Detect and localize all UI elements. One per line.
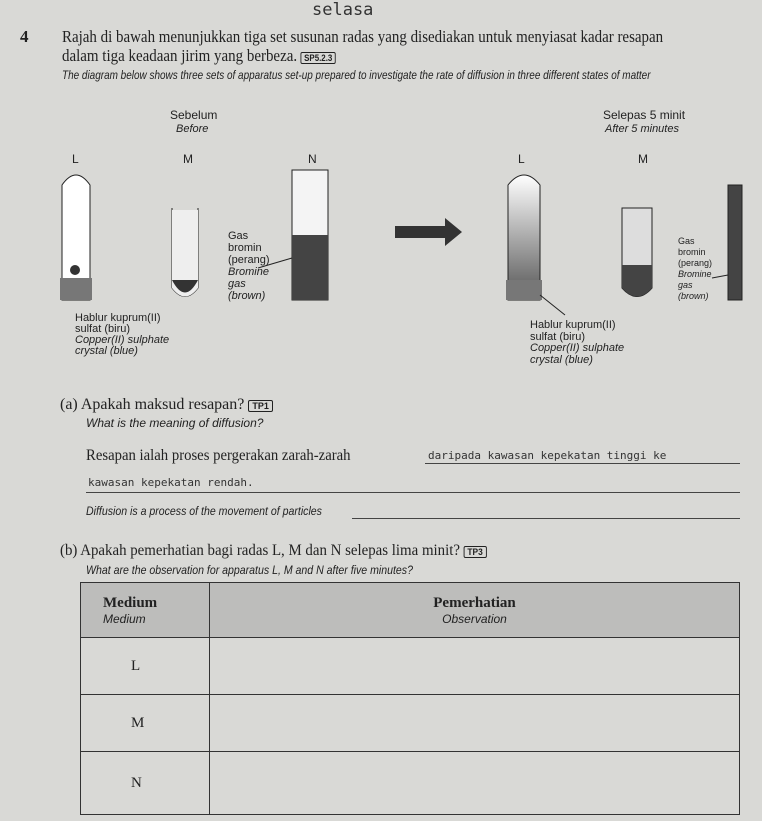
question-line2: dalam tiga keadaan jirim yang berbeza. xyxy=(62,46,298,65)
table-row: M xyxy=(81,695,740,752)
observation-cell-N[interactable] xyxy=(210,752,740,815)
after-label: Selepas 5 minit xyxy=(603,108,686,122)
label-L-before: L xyxy=(72,152,79,166)
question-english: The diagram below shows three sets of apparatus set-up prepared to investigate the rate of diffusion in three different states of matter xyxy=(62,68,651,82)
gas-label-before: Gas bromin (perang) Bromine gas (brown) xyxy=(228,230,270,302)
sp-badge: SP5.2.3 xyxy=(301,52,336,64)
before-en: Before xyxy=(176,123,209,135)
crystal-label-before: Hablur kuprum(II) sulfat (biru) Copper(II) sulphate crystal (blue) xyxy=(75,312,170,357)
part-a-question: (a) Apakah maksud resapan? xyxy=(60,396,245,413)
question-number: 4 xyxy=(20,27,29,46)
part-b-english: What are the observation for apparatus L, M and N after five minutes? xyxy=(86,563,413,577)
crystal-L-before xyxy=(60,278,92,300)
label-M-after: M xyxy=(638,152,648,166)
header-observation: Pemerhatian xyxy=(433,594,516,611)
observation-cell-L[interactable] xyxy=(210,638,740,695)
tp1-badge: TP1 xyxy=(248,400,273,412)
label-L-after: L xyxy=(518,152,525,166)
table-header: Medium Medium Pemerhatian Observation xyxy=(81,583,740,638)
gas-label-after: Gas bromin (perang) Bromine gas (brown) xyxy=(678,236,713,301)
apparatus-diagram xyxy=(0,160,762,320)
question-line1: Rajah di bawah menunjukkan tiga set susunan radas yang disediakan untuk menyiasat kadar resapan xyxy=(62,27,664,46)
part-a-stem: Resapan ialah proses pergerakan zarah-zarah xyxy=(86,447,351,464)
tp3-badge: TP3 xyxy=(464,546,487,558)
tube-N-after xyxy=(728,185,742,300)
observation-cell-M[interactable] xyxy=(210,695,740,752)
header-medium: Medium xyxy=(103,594,158,611)
label-N-before: N xyxy=(308,152,317,166)
arrow-icon xyxy=(395,218,462,246)
before-label: Sebelum xyxy=(170,108,218,122)
handwritten-day: selasa xyxy=(312,0,374,20)
answer-line-1[interactable]: daripada kawasan kepekatan tinggi ke xyxy=(428,449,667,462)
part-a-english: What is the meaning of diffusion? xyxy=(86,416,264,430)
part-b-question: (b) Apakah pemerhatian bagi radas L, M dan N selepas lima minit? xyxy=(60,542,460,559)
part-a-stem-en: Diffusion is a process of the movement of particles xyxy=(86,504,322,518)
table-row: L xyxy=(81,638,740,695)
label-M-before: M xyxy=(183,152,193,166)
after-en: After 5 minutes xyxy=(605,123,679,135)
answer-line-2[interactable]: kawasan kepekatan rendah. xyxy=(88,476,254,489)
crystal-label-after: Hablur kuprum(II) sulfat (biru) Copper(II) sulphate crystal (blue) xyxy=(530,319,625,366)
observation-table xyxy=(80,582,740,815)
answer-line-en[interactable] xyxy=(352,518,740,519)
table-row: N xyxy=(81,752,740,815)
